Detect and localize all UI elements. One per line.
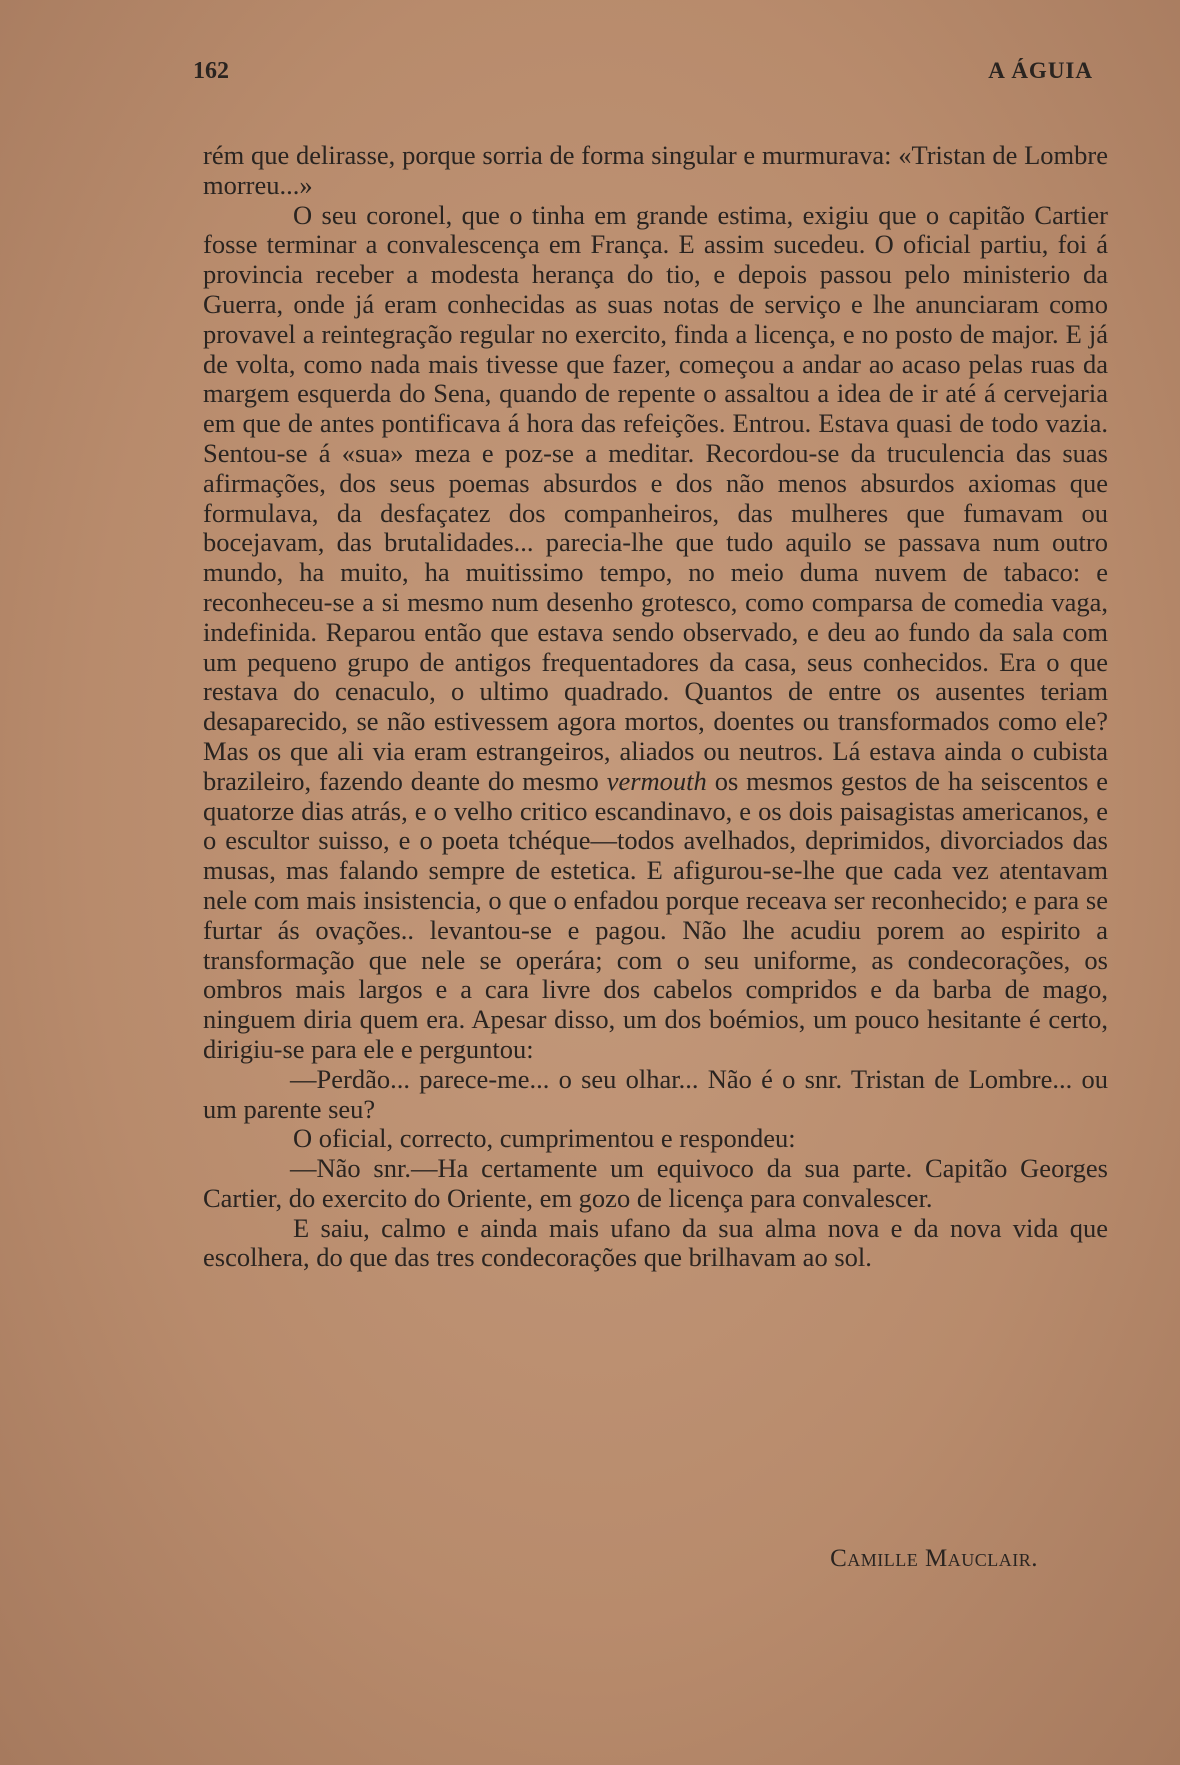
body-text xyxy=(203,141,1108,1273)
page-header xyxy=(193,58,1093,92)
paragraph-1: rém que delirasse, porque sorria de forma singular e murmurava: «Tristan de Lombre morreu...» xyxy=(203,140,1108,200)
author-signature: Camille Mauclair. xyxy=(830,1545,1038,1572)
running-title: A ÁGUIA xyxy=(988,58,1093,83)
italic-word: vermouth xyxy=(606,765,707,796)
page-number: 162 xyxy=(193,58,229,84)
paragraph-2 xyxy=(203,201,1108,1065)
paragraph-6: E saiu, calmo e ainda mais ufano da sua alma nova e da nova vida que escolhera, do que das tres condecorações que brilhavam ao sol. xyxy=(203,1212,1108,1273)
paragraph-5: —Não snr.—Ha certamente um equivoco da sua parte. Capitão Georges Cartier, do exercito do Oriente, em gozo de licença para convalescer. xyxy=(203,1153,1108,1213)
paragraph-4: O oficial, correcto, cumprimentou e respondeu: xyxy=(293,1123,796,1154)
paragraph-2-tail: os mesmos gestos de ha seiscentos e quatorze dias atrás, e o velho critico escandinavo, e os dois paisagistas americanos, e o escultor suisso, e o poeta tchéque—todos avelhados, deprimidos, divorciados das musas, mas falando sempre de estetica. E afigurou-se-lhe que cada vez atentavam nele com mais insistencia, o que o enfadou porque receava ser reconhecido; e para se furtar ás ovações.. levantou-se e pagou. Não lhe acudiu porem ao espirito a transformação que nele se operára; com o seu uniforme, as condecorações, os ombros mais largos e a cara livre dos cabelos compridos e da barba de mago, ninguem diria quem era. Apesar disso, um dos boémios, um pouco hesitante é certo, dirigiu-se para ele e perguntou: xyxy=(203,765,1108,1064)
paragraph-2-text: O seu coronel, que o tinha em grande estima, exigiu que o capitão Cartier fosse terminar a convalescença em França. E assim sucedeu. O oficial partiu, foi á provincia receber a modesta herança do tio, e depois passou pelo ministerio da Guerra, onde já eram conhecidas as suas notas de serviço e lhe anunciaram como provavel a reintegração regular no exercito, finda a licença, e no posto de major. E já de volta, como nada mais tivesse que fazer, começou a andar ao acaso pelas ruas da margem esquerda do Sena, quando de repente o assaltou a idea de ir até á cervejaria em que de antes pontificava á hora das refeições. Entrou. Estava quasi de todo vazia. Sentou-se á «sua» meza e poz-se a meditar. Recordou-se da truculencia das suas afirmações, dos seus poemas absurdos e dos não menos absurdos axiomas que formulava, da desfaçatez dos companheiros, das mulheres que fumavam ou bocejavam, das brutalidades... parecia-lhe que tudo aquilo se passava num outro mundo, ha muito, ha muitissimo tempo, no meio duma nuvem de tabaco: e reconheceu-se a si mesmo num desenho grotesco, como comparsa de comedia vaga, indefinida. Reparou então que estava sendo observado, e deu ao fundo da sala com um pequeno grupo de antigos frequentadores da casa, seus conhecidos. Era o que restava do cenaculo, o ultimo quadrado. Quantos de entre os ausentes teriam desaparecido, se não estivessem agora mortos, doentes ou transformados como ele? Mas os que ali via eram estrangeiros, aliados ou neutros. Lá estava ainda o cubista brazileiro, fazendo deante do mesmo xyxy=(203,199,1108,796)
paragraph-3: —Perdão... parece-me... o seu olhar... Não é o snr. Tristan de Lombre... ou um parente seu? xyxy=(203,1063,1108,1124)
